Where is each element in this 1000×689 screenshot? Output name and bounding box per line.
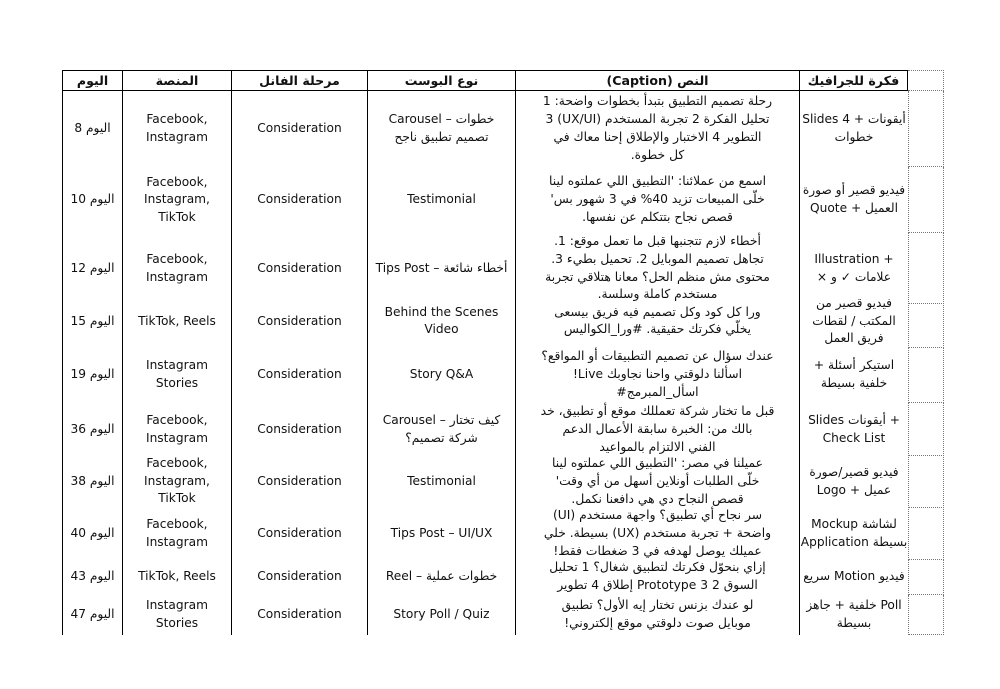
cell-platform-line: Facebook,: [146, 174, 208, 189]
cell-empty: [908, 233, 944, 304]
cell-caption-line: خلّى المبيعات تزيد 40% في 3 شهور بس': [550, 192, 765, 207]
cell-empty: [908, 295, 944, 348]
cell-caption-line: عميلنا في مصر: 'التطبيق اللي عملتوه لينا: [552, 456, 763, 470]
cell-empty: [908, 91, 944, 167]
cell-post-type: [368, 295, 516, 348]
cell-platform-line: Facebook,: [146, 252, 208, 266]
cell-funnel-stage: [232, 91, 368, 167]
cell-platform-line: Instagram,: [144, 473, 210, 488]
cell-platform-line: Facebook,: [146, 112, 208, 127]
cell-post-type: [368, 167, 516, 233]
cell-caption-line: رحلة تصميم التطبيق بتبدأ بخطوات واضحة: 1: [542, 94, 773, 109]
cell-caption-line: قبل ما تختار شركة تعمللك موقع أو تطبيق، خد: [540, 404, 775, 418]
cell-graphic-idea: [800, 507, 908, 560]
cell-caption: [516, 167, 800, 233]
cell-platform: [123, 233, 232, 304]
cell-graphic-idea: [800, 233, 908, 304]
cell-platform-line: Instagram: [145, 430, 208, 445]
cell-empty: [908, 507, 944, 560]
cell-platform-line: Instagram: [145, 598, 208, 613]
cell-day: [62, 233, 123, 304]
cell-post-type-line: Behind the Scenes: [384, 304, 499, 319]
cell-funnel-stage: [232, 595, 368, 635]
table-body: [62, 91, 944, 635]
cell-graphic-idea-line: فيديو قصير/صورة: [809, 465, 899, 480]
cell-empty: [908, 347, 944, 403]
cell-platform-line: Instagram: [145, 130, 208, 144]
cell-caption: [516, 233, 800, 304]
cell-day: [62, 167, 123, 233]
cell-post-type: [368, 403, 516, 456]
cell-caption-line: اسألنا دلوقتي واحنا نجاوبك Live!: [572, 367, 743, 382]
cell-platform-line: Facebook,: [146, 456, 208, 471]
cell-graphic-idea-line: + Illustration: [814, 252, 894, 266]
header-day: اليوم: [62, 70, 123, 91]
cell-funnel-stage: [232, 455, 368, 508]
cell-funnel-stage: [232, 347, 368, 403]
cell-day-line: اليوم 19: [70, 367, 115, 382]
cell-day-line: اليوم 40: [70, 525, 115, 540]
cell-post-type-line: Video: [424, 322, 459, 337]
cell-caption-line: خلّى الطلبات أونلاين أسهل من أي وقت': [555, 473, 760, 488]
cell-graphic-idea-line: بسيطة: [836, 616, 872, 630]
cell-post-type-line: شركة تصميم؟: [405, 430, 478, 445]
table-row: [62, 91, 944, 167]
cell-caption-line: الفني الالتزام بالمواعيد: [599, 439, 716, 454]
cell-graphic-idea: [800, 403, 908, 456]
cell-funnel-stage: [232, 167, 368, 233]
cell-funnel-stage-line: Consideration: [257, 607, 342, 622]
cell-platform-line: Instagram: [145, 358, 208, 373]
cell-post-type: [368, 233, 516, 304]
cell-platform-line: Instagram: [145, 534, 208, 549]
content-calendar-table: [62, 70, 944, 635]
cell-platform-line: Instagram,: [144, 192, 210, 207]
cell-day-line: اليوم 47: [70, 607, 115, 622]
cell-post-type-line: Testimonial: [407, 192, 476, 207]
cell-platform-line: Instagram: [145, 269, 208, 284]
cell-funnel-stage-line: Consideration: [257, 569, 342, 584]
cell-funnel-stage-line: Consideration: [257, 473, 342, 488]
cell-caption-line: اسأل_المبرمج#: [616, 384, 699, 399]
table-row: [62, 347, 944, 403]
table-row: [62, 403, 944, 455]
cell-funnel-stage: [232, 403, 368, 456]
cell-post-type-line: Reel – خطوات عملية: [385, 569, 498, 584]
cell-caption-line: أخطاء لازم تتجنبها قبل ما تعمل موقع: 1.: [554, 234, 761, 248]
cell-graphic-idea: [800, 595, 908, 635]
cell-day: [62, 559, 123, 595]
header-post-type: نوع البوست: [368, 70, 516, 91]
cell-caption-line: التطوير 4 الاختبار والإطلاق إحنا معاك في: [553, 130, 762, 144]
cell-platform-line: Facebook,: [146, 517, 208, 532]
cell-graphic-idea-line: Check List: [822, 430, 886, 445]
header-caption: النص (Caption): [516, 70, 800, 91]
cell-caption: [516, 91, 800, 167]
cell-graphic-idea: [800, 295, 908, 348]
cell-day-line: اليوم 36: [70, 421, 115, 436]
cell-empty: [908, 167, 944, 233]
cell-post-type-line: Story Poll / Quiz: [393, 607, 490, 622]
cell-platform: [123, 595, 232, 635]
cell-platform-line: Facebook,: [146, 413, 208, 428]
cell-caption-line: عندك سؤال عن تصميم التطبيقات أو المواقع؟: [541, 349, 774, 364]
header-empty-column: [908, 70, 944, 91]
cell-day: [62, 91, 123, 167]
cell-caption: [516, 559, 800, 595]
table-row: [62, 233, 944, 302]
cell-platform-line: TikTok, Reels: [138, 569, 216, 584]
cell-graphic-idea: [800, 455, 908, 508]
cell-platform: [123, 559, 232, 595]
cell-day: [62, 295, 123, 348]
cell-graphic-idea-line: + أيقونات Slides: [808, 413, 900, 428]
cell-funnel-stage-line: Consideration: [257, 121, 342, 136]
cell-platform-line: Stories: [155, 616, 199, 630]
cell-funnel-stage-line: Consideration: [257, 525, 342, 540]
cell-graphic-idea-line: خطوات: [834, 130, 874, 144]
cell-post-type-line: Tips Post – UI/UX: [390, 525, 493, 540]
cell-post-type-line: Tips Post – أخطاء شائعة: [375, 260, 508, 275]
cell-graphic-idea-line: لشاشة Mockup: [811, 517, 897, 532]
cell-funnel-stage-line: Consideration: [257, 313, 342, 328]
cell-day: [62, 455, 123, 508]
table-row: [62, 595, 944, 635]
cell-funnel-stage: [232, 507, 368, 560]
cell-caption: [516, 347, 800, 403]
cell-caption-line: محتوى مش منظم الحل؟ معانا هتلاقي تجربة: [545, 269, 770, 284]
table-row: [62, 559, 944, 595]
cell-caption-line: بالك من: الخبرة سابقة الأعمال الدعم: [562, 421, 753, 436]
cell-funnel-stage-line: Consideration: [257, 421, 342, 436]
cell-graphic-idea-line: عميل + Logo: [816, 482, 892, 497]
cell-day-line: اليوم 12: [70, 260, 115, 275]
cell-graphic-idea: [800, 91, 908, 167]
cell-platform: [123, 347, 232, 403]
cell-caption-line: ورا كل كود وكل تصميم فيه فريق بيسعى: [554, 304, 761, 319]
cell-platform: [123, 295, 232, 348]
table-header-row: [62, 70, 944, 91]
cell-caption-line: واضحة + تجربة مستخدم (UX) بسيطة. خلي: [543, 525, 772, 540]
cell-post-type: [368, 455, 516, 508]
cell-empty: [908, 559, 944, 595]
cell-post-type: [368, 507, 516, 560]
cell-funnel-stage-line: Consideration: [257, 192, 342, 207]
cell-day-line: اليوم 38: [70, 473, 115, 488]
cell-caption-line: قصص النجاح دي هي دافعنا نكمل.: [571, 491, 744, 506]
table-row: [62, 295, 944, 347]
cell-post-type: [368, 347, 516, 403]
cell-caption-line: قصص نجاح بتتكلم عن نفسها.: [582, 209, 733, 224]
cell-post-type-line: Story Q&A: [409, 367, 474, 382]
cell-post-type-line: Carousel – خطوات: [388, 112, 495, 127]
cell-graphic-idea: [800, 347, 908, 403]
header-funnel-stage: مرحلة الفانل: [232, 70, 368, 91]
table-row: [62, 167, 944, 233]
cell-day: [62, 403, 123, 456]
cell-caption: [516, 295, 800, 348]
cell-graphic-idea-line: فريق العمل: [824, 331, 884, 346]
cell-graphic-idea-line: المكتب / لقطات: [812, 313, 896, 328]
cell-funnel-stage-line: Consideration: [257, 367, 342, 382]
cell-graphic-idea: [800, 559, 908, 595]
cell-caption-line: السوق 2 Prototype 3 إطلاق 4 تطوير: [557, 578, 758, 592]
cell-funnel-stage: [232, 559, 368, 595]
cell-caption-line: مستخدم كاملة وسلسة.: [597, 287, 718, 302]
cell-graphic-idea-line: العميل + Quote: [810, 201, 898, 215]
cell-graphic-idea-line: خلفية بسيطة: [820, 376, 888, 390]
cell-post-type-line: تصميم تطبيق ناجح: [394, 130, 489, 144]
cell-funnel-stage: [232, 233, 368, 304]
cell-empty: [908, 595, 944, 635]
cell-graphic-idea: [800, 167, 908, 233]
cell-caption-line: كل خطوة.: [630, 147, 685, 162]
cell-caption-line: عميلك يوصل لهدفه في 3 ضغطات فقط!: [553, 543, 762, 558]
cell-platform-line: TikTok: [158, 491, 196, 506]
cell-day-line: اليوم 15: [70, 313, 115, 328]
cell-day: [62, 595, 123, 635]
cell-platform: [123, 455, 232, 508]
cell-empty: [908, 455, 944, 508]
cell-post-type-line: Testimonial: [407, 473, 476, 488]
cell-day-line: اليوم 10: [70, 192, 115, 207]
cell-funnel-stage-line: Consideration: [257, 260, 342, 275]
cell-graphic-idea-line: فيديو قصير أو صورة: [802, 183, 906, 198]
cell-post-type: [368, 559, 516, 595]
cell-platform-line: Stories: [155, 376, 199, 390]
cell-caption-line: إزاي بنحوّل فكرتك لتطبيق شغال؟ 1 تحليل: [549, 560, 766, 575]
cell-caption-line: تجاهل تصميم الموبايل 2. تحميل بطيء 3.: [551, 251, 764, 266]
cell-graphic-idea-line: علامات ✓ و ×: [816, 269, 892, 284]
header-graphic-idea: فكرة للجرافيك: [800, 70, 908, 91]
cell-caption-line: تحليل الفكرة 2 تجربة المستخدم (UX/UI) 3: [545, 112, 770, 127]
cell-platform: [123, 507, 232, 560]
cell-post-type: [368, 91, 516, 167]
cell-caption: [516, 455, 800, 508]
cell-platform: [123, 91, 232, 167]
cell-day: [62, 347, 123, 403]
cell-graphic-idea-line: بسيطة Application: [800, 534, 908, 549]
cell-caption-line: لو عندك بزنس تختار إيه الأول؟ تطبيق: [561, 598, 754, 613]
cell-platform: [123, 167, 232, 233]
cell-caption-line: موبايل صوت دلوقتي موقع إلكتروني!: [564, 616, 751, 630]
table-row: [62, 455, 944, 507]
cell-platform-line: TikTok: [158, 209, 196, 224]
cell-graphic-idea-line: أيقونات + Slides 4: [802, 112, 906, 127]
cell-graphic-idea-line: Poll خلفية + جاهز: [806, 598, 902, 613]
cell-caption-line: يخلّي فكرتك حقيقية. #ورا_الكواليس: [563, 322, 752, 337]
cell-funnel-stage: [232, 295, 368, 348]
cell-graphic-idea-line: فيديو قصير من: [816, 296, 892, 310]
cell-caption-line: اسمع من عملائنا: 'التطبيق اللي عملتوه لينا: [548, 174, 767, 189]
cell-platform: [123, 403, 232, 456]
cell-day-line: اليوم 43: [70, 569, 115, 584]
cell-day: [62, 507, 123, 560]
cell-post-type: [368, 595, 516, 635]
cell-platform-line: TikTok, Reels: [138, 313, 216, 328]
cell-graphic-idea-line: فيديو Motion سريع: [803, 569, 905, 584]
cell-graphic-idea-line: استيكر أسئلة +: [813, 358, 895, 373]
cell-caption: [516, 595, 800, 635]
cell-caption-line: سر نجاح أي تطبيق؟ واجهة مستخدم (UI): [552, 508, 763, 522]
cell-empty: [908, 403, 944, 456]
cell-caption: [516, 403, 800, 456]
cell-post-type-line: Carousel – كيف تختار: [382, 413, 501, 428]
cell-caption: [516, 507, 800, 560]
cell-day-line: اليوم 8: [74, 121, 111, 136]
header-platform: المنصة: [123, 70, 232, 91]
table-row: [62, 507, 944, 559]
